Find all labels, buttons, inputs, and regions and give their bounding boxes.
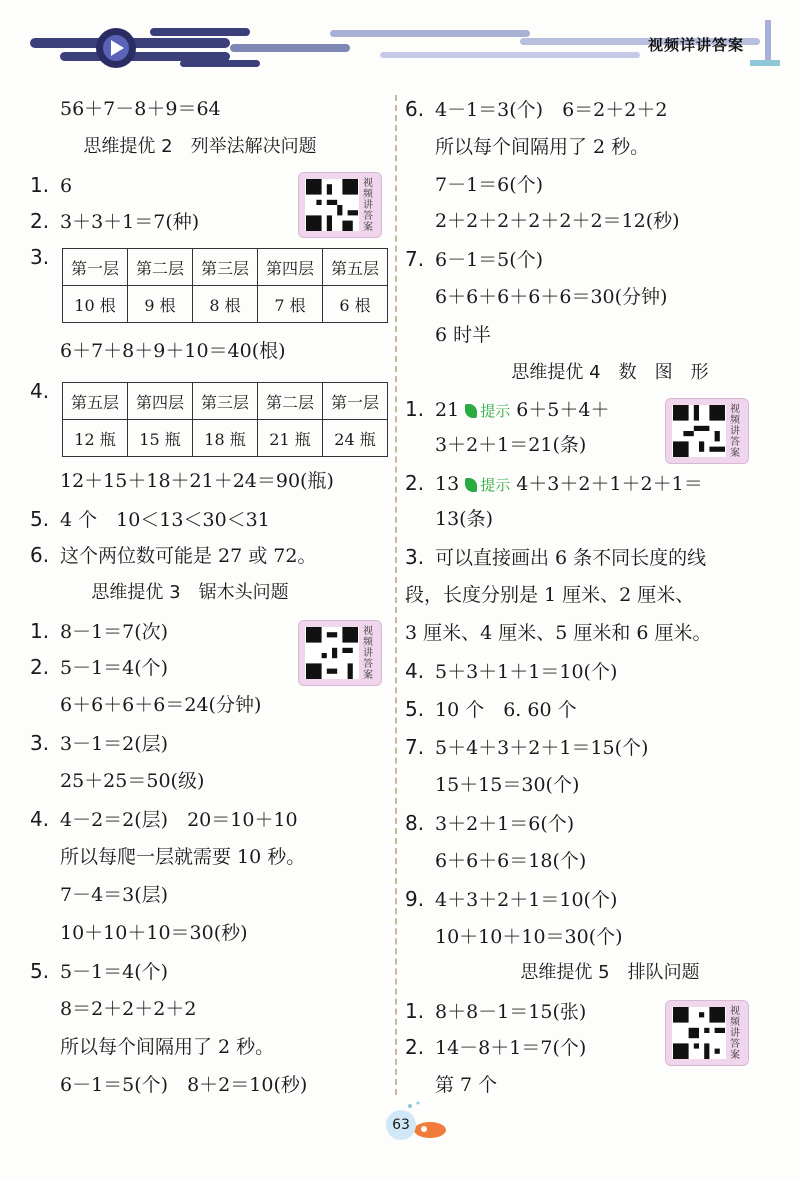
qr-code-badge[interactable]: 视频讲答案: [298, 172, 382, 238]
answer-2-1: 1. 6: [30, 173, 73, 197]
answer-3-2: 2. 5－1＝4(个): [30, 655, 169, 679]
section-title-4: 思维提优 4 数 图 形: [511, 362, 709, 383]
section-title-2: 思维提优 2 列举法解决问题: [83, 136, 317, 157]
answer-4-3: 3. 可以直接画出 6 条不同长度的线: [405, 545, 707, 569]
section-title-3: 思维提优 3 锯木头问题: [91, 582, 289, 603]
answer-4-1: 1. 21 提示 6＋5＋4＋: [405, 397, 610, 421]
answer-4-7: 7. 5＋4＋3＋2＋1＝15(个): [405, 735, 649, 759]
layer-table-3: 第一层 第二层 第三层 第四层 第五层 10 根 9 根 8 根 7 根 6 根: [62, 248, 388, 323]
hint-label: 提示: [465, 402, 510, 420]
answer-3-6: 6. 4－1＝3(个) 6＝2＋2＋2: [405, 97, 668, 121]
page-number: 63: [386, 1110, 416, 1140]
answer-5-1: 1. 8＋8－1＝15(张): [405, 999, 587, 1023]
answer-2-3: 6＋7＋8＋9＋10＝40(根): [60, 340, 286, 362]
answer-4-5: 5. 10 个 6. 60 个: [405, 697, 577, 721]
qr-code-badge[interactable]: 视频讲答案: [665, 1000, 749, 1066]
answer-3-3: 3. 3－1＝2(层): [30, 731, 169, 755]
header-title: 视频详讲答案: [648, 36, 745, 54]
hint-icon: [465, 478, 477, 492]
answer-4-4: 4. 5＋3＋1＋1＝10(个): [405, 659, 618, 683]
answer-5-2: 2. 14－8＋1＝7(个): [405, 1035, 587, 1059]
answer-2-3-label: 3.: [30, 245, 50, 269]
answer-3-5: 5. 5－1＝4(个): [30, 959, 169, 983]
answer-3-4: 4. 4－2＝2(层) 20＝10＋10: [30, 807, 298, 831]
section-title-5: 思维提优 5 排队问题: [520, 962, 700, 983]
answer-2-5: 5. 4 个 10＜13＜30＜31: [30, 507, 270, 531]
qr-code-icon: [672, 405, 726, 457]
answer-3-1: 1. 8－1＝7(次): [30, 619, 169, 643]
qr-code-icon: [305, 179, 359, 231]
hint-icon: [465, 404, 477, 418]
answer-2-4-label: 4.: [30, 379, 50, 403]
column-divider: [395, 95, 397, 1095]
hint-label: 提示: [465, 476, 510, 494]
qr-code-badge[interactable]: 视频讲答案: [298, 620, 382, 686]
qr-code-icon: [672, 1007, 726, 1059]
answer-2-6: 6. 这个两位数可能是 27 或 72。: [30, 543, 317, 567]
answer-3-7: 7. 6－1＝5(个): [405, 247, 544, 271]
answer-2-4: 12＋15＋18＋21＋24＝90(瓶): [60, 470, 334, 492]
answer-4-2: 2. 13 提示 4＋3＋2＋1＋2＋1＝: [405, 471, 703, 495]
answer-4-8: 8. 3＋2＋1＝6(个): [405, 811, 575, 835]
answer-2-2: 2. 3＋3＋1＝7(种): [30, 209, 200, 233]
qr-code-badge[interactable]: 视频讲答案: [665, 398, 749, 464]
layer-table-4: 第五层 第四层 第三层 第二层 第一层 12 瓶 15 瓶 18 瓶 21 瓶 24 瓶: [62, 382, 388, 457]
qr-code-icon: [305, 627, 359, 679]
answer-line: 56＋7－8＋9＝64: [60, 98, 221, 120]
answer-4-9: 9. 4＋3＋2＋1＝10(个): [405, 887, 618, 911]
